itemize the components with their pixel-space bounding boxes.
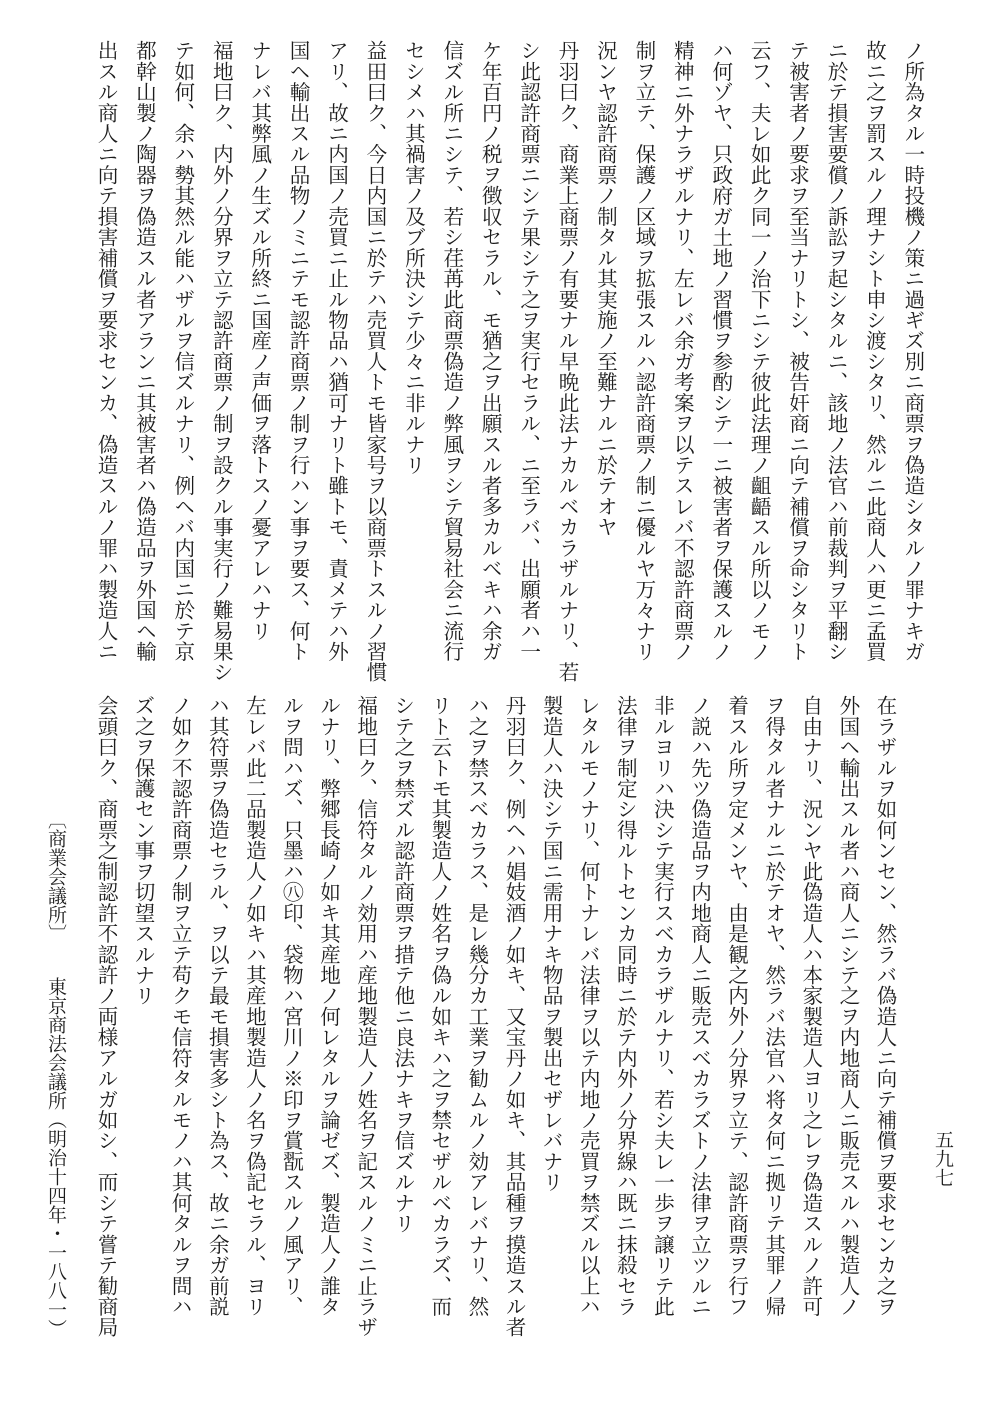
text-column: 都幹山製ノ陶器ヲ偽造スル者アランニ其被害者ハ偽造品ヲ外国ヘ輸 (132, 40, 157, 662)
text-column: 製造人ハ決シテ国ニ需用ナキ物品ヲ製出セザレバナリ (539, 695, 564, 1193)
text-column: ケ年百円ノ税ヲ徴収セラル、モ猶之ヲ出願スル者多カルベキハ余ガ (478, 40, 503, 662)
footer-source: 東京商法会議所 (45, 977, 67, 1110)
text-column: 着スル所ヲ定メンヤ、由是観之内外ノ分界ヲ立テ、認許商票ヲ行フ (724, 695, 749, 1317)
text-column: ルナリ、弊郷長崎ノ如キ其産地ノ何レタルヲ論ゼズ、製造人ノ誰タ (316, 695, 341, 1317)
text-column: 益田曰ク、今日内国ニ於テハ売買人トモ皆家号ヲ以商票トスルノ習慣 (362, 40, 387, 683)
text-column: ルヲ問ハズ、只墨ハ㊇印、袋物ハ宮川ノ※印ヲ賞翫スルノ風アリ、 (279, 695, 304, 1317)
footer-series: 〔商業会議所〕 (45, 810, 67, 943)
text-column: シテ之ヲ禁ズル認許商票ヲ措テ他ニ良法ナキヲ信ズルナリ (390, 695, 415, 1234)
text-column: リト云トモ其製造人ノ姓名ヲ偽ル如キハ之ヲ禁セザルベカラズ、而 (427, 695, 452, 1317)
text-column: 非ルヨリハ決シテ実行スベカラザルナリ、若シ夫レ一歩ヲ譲リテ此 (650, 695, 675, 1317)
page-number: 五九七 (932, 1130, 954, 1187)
text-column: 信ズル所ニシテ、若シ荏苒此商票偽造ノ弊風ヲシテ貿易社会ニ流行 (439, 40, 464, 662)
text-column: セシメハ其禍害ノ及ブ所決シテ少々ニ非ルナリ (401, 40, 426, 476)
text-column: 丹羽曰ク、商業上商票ノ有要ナル早晩此法ナカルベカラザルナリ、若 (555, 40, 580, 683)
text-column: 法律ヲ制定シ得ルトセンカ同時ニ於テ内外ノ分界線ハ既ニ抹殺セラ (613, 695, 638, 1317)
text-column: ノ如ク不認許商票ノ制ヲ立テ苟クモ信符タルモノハ其何タルヲ問ハ (168, 695, 193, 1317)
footer-date: （明治十四年・一八八一） (45, 1110, 67, 1338)
text-column: シ此認許商票ニシテ果シテ之ヲ実行セラル、ニ至ラバ、出願者ハ一 (516, 40, 541, 662)
text-column: 精神ニ外ナラザルナリ、左レバ余ガ考案ヲ以テスレバ不認許商票ノ (670, 40, 695, 662)
text-column: ヲ得タル者ナルニ於テオヤ、然ラバ法官ハ将タ何ニ拠リテ其罪ノ帰 (761, 695, 786, 1317)
text-column: ナレバ其弊風ノ生ズル所終ニ国産ノ声価ヲ落トスノ憂アレハナリ (247, 40, 272, 641)
text-column: ズ之ヲ保護セン事ヲ切望スルナリ (131, 695, 156, 1006)
text-column: 外国ヘ輸出スル者ハ商人ニシテ之ヲ内地商人ニ販売スルハ製造人ノ (835, 695, 860, 1317)
lower-text-block (92, 695, 897, 1338)
text-column: ハ何ゾヤ、只政府ガ土地ノ習慣ヲ参酌シテ一ニ被害者ヲ保護スルノ (708, 40, 733, 662)
text-column: 左レバ此二品製造人ノ如キハ其産地製造人ノ名ヲ偽記セラル、ヨリ (242, 695, 267, 1317)
text-column: 福地曰ク、信符タルノ効用ハ産地製造人ノ姓名ヲ記スルノミニ止ラザ (353, 695, 378, 1338)
text-column: ニ於テ損害要償ノ訴訟ヲ起シタルニ、該地ノ法官ハ前裁判ヲ平翻シ (824, 40, 849, 662)
text-column: ハ之ヲ禁スベカラス、是レ幾分カ工業ヲ勧ムルノ効アレバナリ、然 (464, 695, 489, 1317)
text-column: ハ其符票ヲ偽造セラル、ヲ以テ最モ損害多シト為ス、故ニ余ガ前説 (205, 695, 230, 1317)
text-column: 丹羽曰ク、例ヘハ娼妓酒ノ如キ、又宝丹ノ如キ、其品種ヲ摸造スル者 (502, 695, 527, 1338)
text-column: 況ンヤ認許商票ノ制タル其実施ノ至難ナルニ於テオヤ (593, 40, 618, 538)
text-column: テ被害者ノ要求ヲ至当ナリトシ、被告奸商ニ向テ補償ヲ命シタリト (785, 40, 810, 662)
text-column: 国ヘ輸出スル品物ノミニテモ認許商票ノ制ヲ行ハン事ヲ要ス、何ト (286, 40, 311, 662)
text-column: ノ所為タル一時投機ノ策ニ過ギズ別ニ商票ヲ偽造シタルノ罪ナキガ (900, 40, 925, 662)
text-column: 故ニ之ヲ罰スルノ理ナシト申シ渡シタリ、然ルニ此商人ハ更ニ孟買 (862, 40, 887, 662)
text-column: 出スル商人ニ向テ損害補償ヲ要求センカ、偽造スルノ罪ハ製造人ニ (94, 40, 118, 662)
text-column: ノ説ハ先ツ偽造品ヲ内地商人ニ販売スベカラズトノ法律ヲ立ツルニ (687, 695, 712, 1317)
text-column: 制ヲ立テ、保護ノ区域ヲ拡張スルハ認許商票ノ制ニ優ルヤ万々ナリ (631, 40, 656, 662)
text-column: 会頭曰ク、商票之制認許不認許ノ両様アルガ如シ、而シテ嘗テ勧商局 (94, 695, 118, 1338)
text-column: 福地曰ク、内外ノ分界ヲ立テ認許商票ノ制ヲ設クル事実行ノ難易果シ (209, 40, 234, 683)
text-column: 在ラザルヲ如何ンセン、然ラバ偽造人ニ向テ補償ヲ要求センカ之ヲ (872, 695, 897, 1317)
upper-text-block (92, 40, 925, 683)
text-column: 自由ナリ、況ンヤ此偽造人ハ本家製造人ヨリ之レヲ偽造スルノ許可 (798, 695, 823, 1317)
text-column: テ如何、余ハ勢其然ル能ハザルヲ信ズルナリ、例ヘバ内国ニ於テ京 (170, 40, 195, 662)
text-column: アリ、故ニ内国ノ売買ニ止ル物品ハ猶可ナリト雖トモ、責メテハ外 (324, 40, 349, 662)
text-column: レタルモノナリ、何トナレバ法律ヲ以テ内地ノ売買ヲ禁ズル以上ハ (576, 695, 601, 1317)
running-footer (46, 810, 65, 1338)
text-column: 云フ、夫レ如此ク同一ノ治下ニシテ彼此法理ノ齟齬スル所以ノモノ (747, 40, 772, 662)
